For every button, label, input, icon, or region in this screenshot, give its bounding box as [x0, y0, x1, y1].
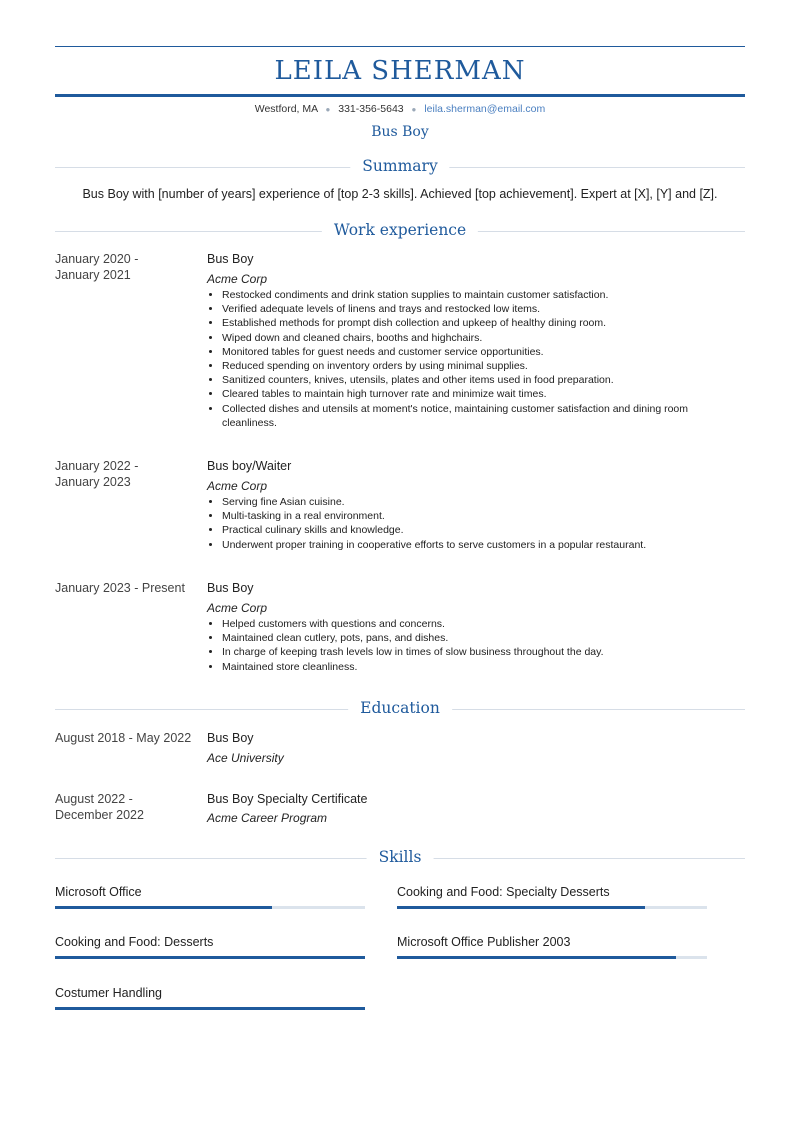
bullet-item: • Helped customers with questions and concerns. [222, 617, 742, 631]
candidate-name: LEILA SHERMAN [274, 56, 526, 86]
job-title: Bus Boy [371, 124, 429, 140]
date-line: January 2023 - Present [55, 581, 185, 595]
date-line: January 2020 - [55, 252, 139, 266]
work-heading-label: Work experience [322, 221, 478, 239]
bullet-item: • Underwent proper training in cooperative efforts to serve customers in a popular restaurant. [222, 538, 742, 552]
entry-org: Acme Career Program [207, 811, 328, 825]
bullet-item: • Maintained store cleanliness. [222, 660, 742, 674]
email-link[interactable]: leila.sherman@email.com [424, 103, 546, 115]
date-line: January 2023 [55, 475, 131, 489]
skill-bar-fill [55, 1007, 365, 1010]
bullet-item: • Practical culinary skills and knowledge. [222, 523, 742, 537]
skill-item [397, 884, 707, 900]
entry-date [55, 791, 195, 823]
date-line: August 2018 - May 2022 [55, 731, 192, 745]
location-text: Westford, MA [254, 103, 318, 115]
date-line: August 2022 - [55, 792, 133, 806]
skill-bar-track [397, 956, 707, 959]
skill-name: Microsoft Office Publisher 2003 [397, 935, 571, 949]
separator-dot: ● [411, 105, 417, 114]
entry-role: Bus Boy [207, 581, 254, 595]
summary-text: Bus Boy with [number of years] experience of [top 2-3 skills]. Achieved [top achievement]. Expert at [X], [Y] and [Z]. [82, 187, 718, 201]
skill-bar-fill [55, 956, 365, 959]
bullet-item: • Established methods for prompt dish collection and upkeep of healthy dining room. [222, 316, 742, 330]
name-rule [55, 94, 745, 97]
education-heading-label: Education [348, 699, 452, 717]
skill-name: Cooking and Food: Specialty Desserts [397, 885, 610, 899]
date-line: January 2022 - [55, 459, 139, 473]
bullet-item: • In charge of keeping trash levels low in times of slow business throughout the day. [222, 645, 742, 659]
entry-date [55, 730, 205, 746]
bullet-item: • Verified adequate levels of linens and trays and restocked low items. [222, 302, 742, 316]
skill-bar-fill [397, 956, 676, 959]
entry-date [55, 251, 195, 283]
entry-role: Bus Boy [207, 731, 254, 745]
skill-name: Microsoft Office [55, 885, 142, 899]
bullet-item: • Serving fine Asian cuisine. [222, 495, 742, 509]
bullet-item: • Reduced spending on inventory orders by using minimal supplies. [222, 359, 742, 373]
skill-bar-fill [55, 906, 272, 909]
bullet-item: • Wiped down and cleaned chairs, booths and highchairs. [222, 331, 742, 345]
contact-line [55, 103, 745, 115]
skill-item [55, 884, 365, 900]
bullet-item: • Monitored tables for guest needs and customer service opportunities. [222, 345, 742, 359]
bullet-list [207, 495, 742, 552]
skills-heading [55, 848, 745, 868]
skills-heading-label: Skills [367, 848, 434, 866]
summary-heading [55, 157, 745, 177]
skill-bar-track [397, 906, 707, 909]
entry-role: Bus Boy [207, 252, 254, 266]
phone-text: 331-356-5643 [338, 103, 404, 115]
bullet-list [207, 288, 742, 430]
entry-org: Ace University [207, 751, 284, 765]
top-rule [55, 46, 745, 47]
bullet-item: • Sanitized counters, knives, utensils, plates and other items used in food preparation. [222, 373, 742, 387]
entry-org: Acme Corp [207, 601, 268, 615]
summary-heading-label: Summary [350, 157, 449, 175]
entry-org: Acme Corp [207, 272, 268, 286]
skill-bar-track [55, 1007, 365, 1010]
bullet-item: • Maintained clean cutlery, pots, pans, and dishes. [222, 631, 742, 645]
skill-name: Costumer Handling [55, 986, 162, 1000]
entry-date [55, 580, 195, 596]
entry-role: Bus boy/Waiter [207, 459, 292, 473]
bullet-item: • Multi-tasking in a real environment. [222, 509, 742, 523]
skill-name: Cooking and Food: Desserts [55, 935, 214, 949]
work-heading [55, 221, 745, 241]
entry-date [55, 458, 195, 490]
skill-item [55, 985, 365, 1001]
skill-item [55, 934, 365, 950]
separator-dot: ● [325, 105, 331, 114]
entry-org: Acme Corp [207, 479, 268, 493]
bullet-item: • Restocked condiments and drink station supplies to maintain customer satisfaction. [222, 288, 742, 302]
skill-item [397, 934, 707, 950]
date-line: January 2021 [55, 268, 131, 282]
bullet-item: • Collected dishes and utensils at moment's notice, maintaining customer satisfaction and dining room cleanliness. [222, 402, 742, 430]
skill-bar-track [55, 956, 365, 959]
education-heading [55, 699, 745, 719]
skill-bar-track [55, 906, 365, 909]
date-line: December 2022 [55, 808, 144, 822]
entry-role: Bus Boy Specialty Certificate [207, 792, 368, 806]
bullet-item: • Cleared tables to maintain high turnover rate and minimize wait times. [222, 387, 742, 401]
bullet-list [207, 617, 742, 674]
skill-bar-fill [397, 906, 645, 909]
